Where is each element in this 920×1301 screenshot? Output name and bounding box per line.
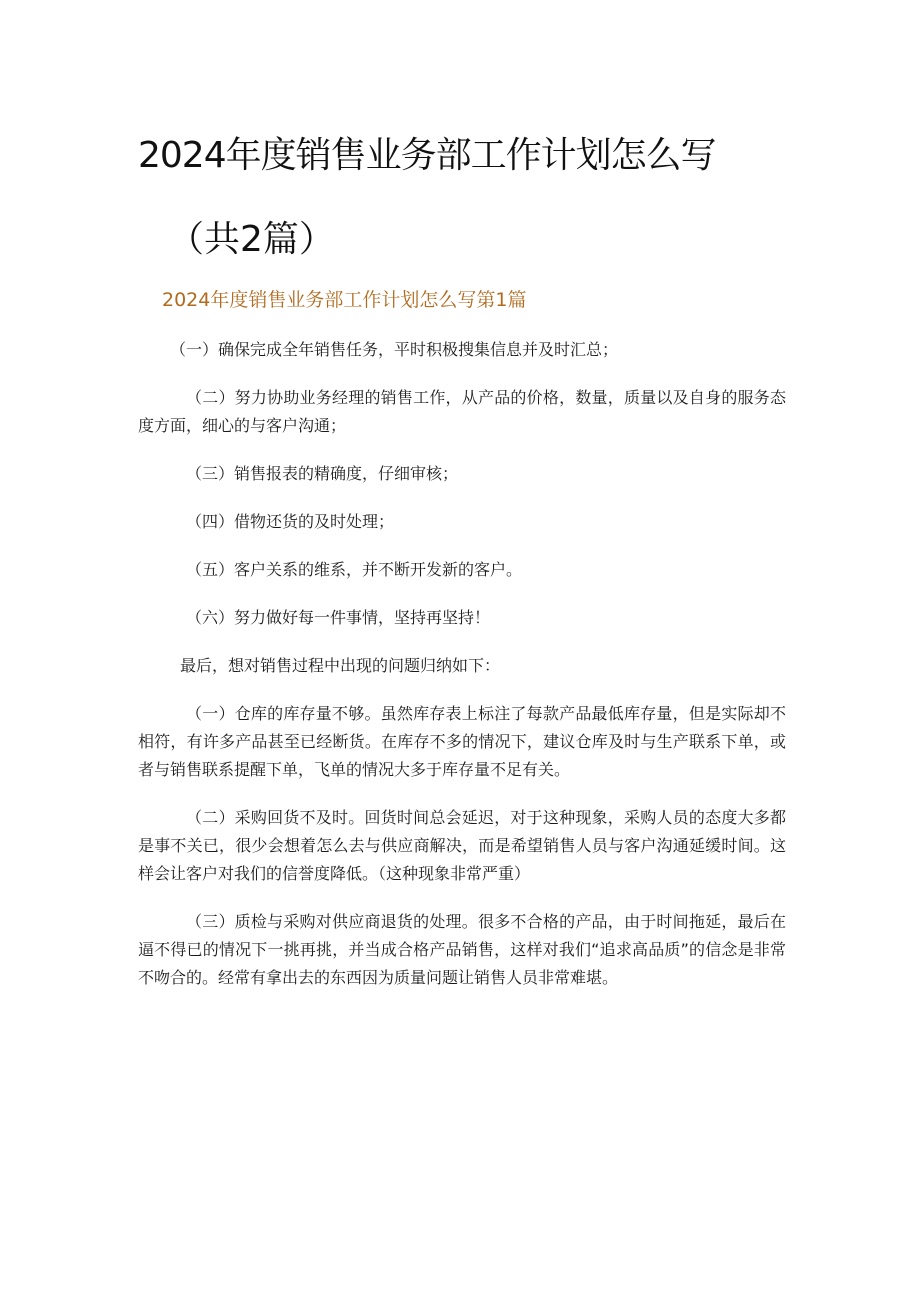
document-title: 2024年度销售业务部工作计划怎么写 [138,135,716,176]
paragraph-6: （六）努力做好每一件事情，坚持再坚持！ [186,608,491,627]
paragraph-issue-2: （二）采购回货不及时。回货时间总会延迟，对于这种现象，采购人员的态度大多都是事不关已，很少会想着怎么去与供应商解决，而是希望销售人员与客户沟通延缓时间。这样会让客户对我们的信誉度降低。（这种现象非常严重） [138,808,786,883]
paragraph-5: （五）客户关系的维系，并不断开发新的客户。 [186,560,523,579]
paragraph-issue-3: （三）质检与采购对供应商退货的处理。很多不合格的产品，由于时间拖延，最后在逼不得已的情况下一挑再挑，并当成合格产品销售，这样对我们“追求高品质”的信念是非常不吻合的。经常有拿出去的东西因为质量问题让销售人员非常难堪。 [138,912,786,987]
section-heading: 2024年度销售业务部工作计划怎么写第1篇 [162,289,527,311]
paragraph-summary: 最后，想对销售过程中出现的问题归纳如下： [180,656,501,675]
paragraph-4: （四）借物还货的及时处理； [186,512,395,531]
paragraph-1: （一）确保完成全年销售任务，平时积极搜集信息并及时汇总； [170,340,619,359]
paragraph-3: （三）销售报表的精确度，仔细审核； [186,464,459,483]
document-title-count: （共2篇） [168,219,335,260]
paragraph-issue-1: （一）仓库的库存量不够。虽然库存表上标注了每款产品最低库存量，但是实际却不相符，有许多产品甚至已经断货。在库存不多的情况下，建议仓库及时与生产联系下单，或者与销售联系提醒下单，飞单的情况大多于库存量不足有关。 [138,704,786,779]
document-body [138,336,786,1012]
paragraph-2: （二）努力协助业务经理的销售工作，从产品的价格，数量，质量以及自身的服务态度方面，细心的与客户沟通； [138,388,786,435]
